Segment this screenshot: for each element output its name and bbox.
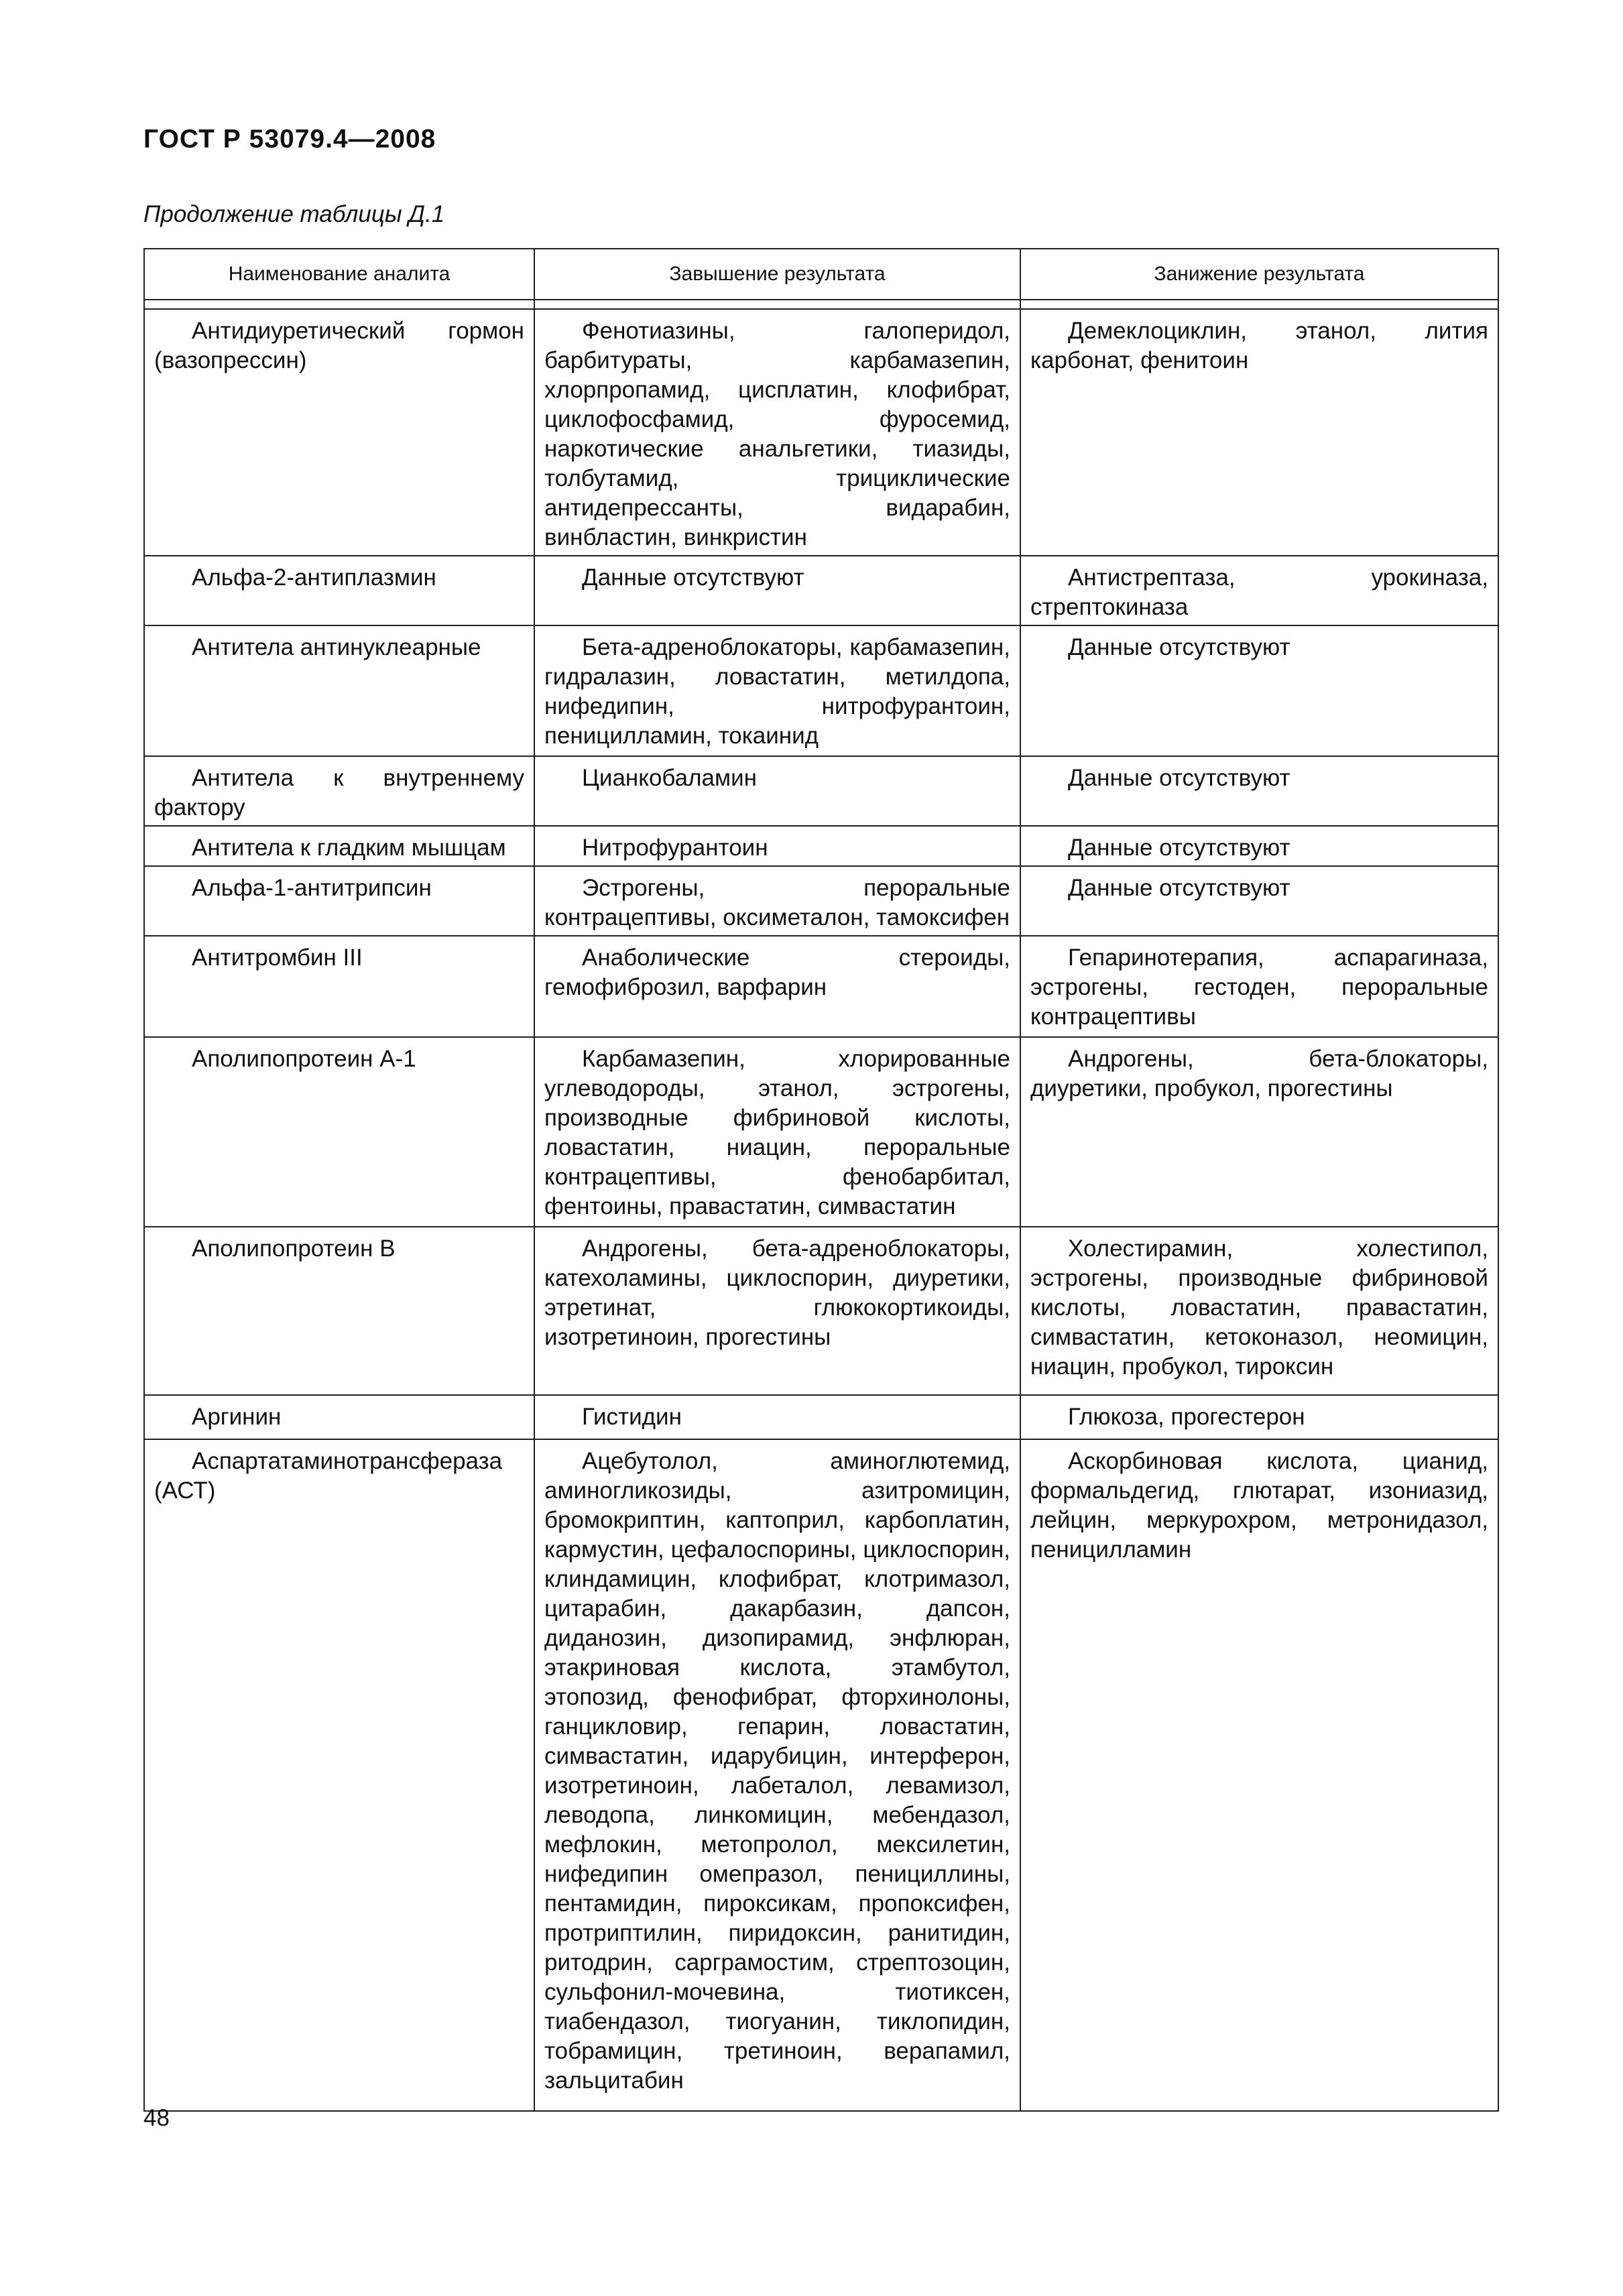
table-row [144,826,1498,866]
substances-table [143,248,1499,2112]
decrease-cell: Холестирамин, холестипол, эстрогены, производные фибриновой кислоты, ловастатин, правастатин, симвастатин, кетоконазол, неомицин, ниацин, пробукол, тироксин [1020,1227,1498,1395]
table-separator-row [144,300,1498,309]
table-row [144,556,1498,625]
increase-cell: Фенотиазины, галоперидол, барбитураты, карбамазепин, хлорпропамид, цисплатин, клофибрат, циклофосфамид, фуросемид, наркотические анальгетики, тиазиды, толбутамид, трициклические антидепрессанты, видарабин, винбластин, винкристин [534,309,1020,556]
increase-cell: Ацебутолол, аминоглютемид, аминогликозиды, азитромицин, бромокриптин, каптоприл, карбоплатин, кармустин, цефалоспорины, циклоспорин, клиндамицин, клофибрат, клотримазол, цитарабин, дакарбазин, дапсон, диданозин, дизопирамид, энфлюран, этакриновая кислота, этамбутол, этопозид, фенофибрат, фторхинолоны, ганцикловир, гепарин, ловастатин, симвастатин, идарубицин, интерферон, изотретиноин, лабеталол, левамизол, леводопа, линкомицин, мебендазол, мефлокин, метопролол, мексилетин, нифедипин омепразол, пенициллины, пентамидин, пироксикам, пропоксифен, протриптилин, пиридоксин, ранитидин, ритодрин, сарграмостим, стрептозоцин, сульфонил-мочевина, тиотиксен, тиабендазол, тиогуанин, тиклопидин, тобрамицин, третиноин, верапамил, зальцитабин [534,1439,1020,2111]
analyte-cell: Антидиуретический гормон (вазопрессин) [144,309,534,556]
decrease-cell: Глюкоза, прогестерон [1020,1395,1498,1439]
decrease-cell: Андрогены, бета-блокаторы, диуретики, пробукол, прогестины [1020,1037,1498,1227]
decrease-cell: Данные отсутствуют [1020,756,1498,826]
column-header-analyte: Наименование аналита [144,249,534,300]
increase-cell: Андрогены, бета-адреноблокаторы, катехоламины, циклоспорин, диуретики, этретинат, глюкокортикоиды, изотретиноин, прогестины [534,1227,1020,1395]
increase-cell: Данные отсутствуют [534,556,1020,625]
analyte-cell: Антитела к гладким мышцам [144,826,534,866]
document-standard-number: ГОСТ Р 53079.4—2008 [143,125,436,154]
decrease-cell: Аскорбиновая кислота, цианид, формальдегид, глютарат, изониазид, лейцин, меркурохром, метронидазол, пеницилламин [1020,1439,1498,2111]
column-header-decrease: Занижение результата [1020,249,1498,300]
increase-cell: Бета-адреноблокаторы, карбамазепин, гидралазин, ловастатин, метилдопа, нифедипин, нитрофурантоин, пеницилламин, токаинид [534,625,1020,756]
table-row [144,1439,1498,2111]
page-number: 48 [143,2105,170,2131]
table-row [144,866,1498,936]
analyte-cell: Антитела антинуклеарные [144,625,534,756]
table-row [144,1227,1498,1395]
table-caption: Продолжение таблицы Д.1 [143,201,445,227]
decrease-cell: Данные отсутствуют [1020,866,1498,936]
table-row [144,756,1498,826]
analyte-cell: Аргинин [144,1395,534,1439]
table-row [144,936,1498,1037]
increase-cell: Гистидин [534,1395,1020,1439]
increase-cell: Нитрофурантоин [534,826,1020,866]
increase-cell: Анаболические стероиды, гемофиброзил, варфарин [534,936,1020,1037]
increase-cell: Цианкобаламин [534,756,1020,826]
analyte-cell: Антитела к внутреннему фактору [144,756,534,826]
analyte-cell: Аполипопротеин А-1 [144,1037,534,1227]
increase-cell: Эстрогены, пероральные контрацептивы, оксиметалон, тамоксифен [534,866,1020,936]
analyte-cell: Альфа-2-антиплазмин [144,556,534,625]
analyte-cell: Аспартатаминотрансфераза (АСТ) [144,1439,534,2111]
increase-cell: Карбамазепин, хлорированные углеводороды, этанол, эстрогены, производные фибриновой кислоты, ловастатин, ниацин, пероральные контрацептивы, фенобарбитал, фентоины, правастатин, симвастатин [534,1037,1020,1227]
table-row [144,1395,1498,1439]
decrease-cell: Демеклоциклин, этанол, лития карбонат, фенитоин [1020,309,1498,556]
decrease-cell: Данные отсутствуют [1020,625,1498,756]
decrease-cell: Данные отсутствуют [1020,826,1498,866]
column-header-increase: Завышение результата [534,249,1020,300]
table-row [144,625,1498,756]
table-header-row [144,249,1498,300]
decrease-cell: Гепаринотерапия, аспарагиназа, эстрогены, гестоден, пероральные контрацептивы [1020,936,1498,1037]
analyte-cell: Аполипопротеин В [144,1227,534,1395]
analyte-cell: Антитромбин III [144,936,534,1037]
decrease-cell: Антистрептаза, урокиназа, стрептокиназа [1020,556,1498,625]
table-row [144,1037,1498,1227]
analyte-cell: Альфа-1-антитрипсин [144,866,534,936]
table-row [144,309,1498,556]
